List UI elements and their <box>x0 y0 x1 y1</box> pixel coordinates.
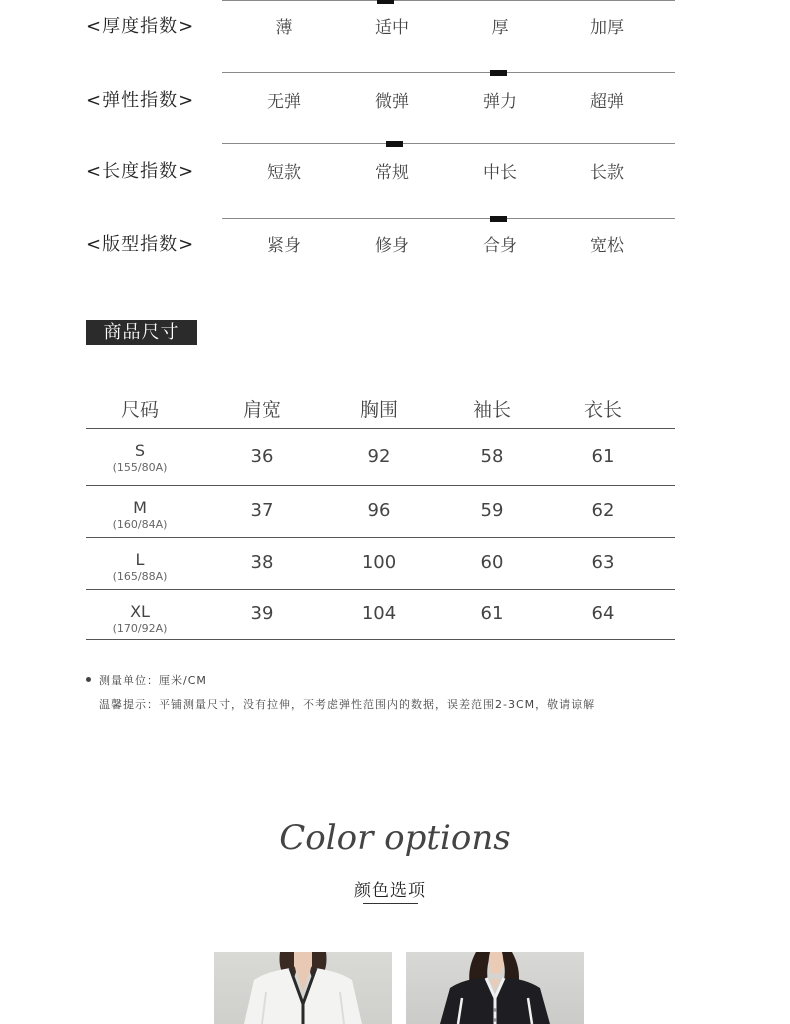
table-divider <box>86 485 675 486</box>
index-marker <box>490 216 507 222</box>
index-label: <版型指数> <box>86 234 195 255</box>
size-label: S <box>134 441 146 460</box>
table-cell: 100 <box>361 552 397 573</box>
color-option-black-photo[interactable] <box>406 952 584 1024</box>
size-spec: (155/80A) <box>112 461 168 474</box>
subtitle-underline <box>363 903 418 904</box>
index-option: 中长 <box>483 163 517 183</box>
index-option: 短款 <box>267 163 301 183</box>
table-divider <box>86 428 675 429</box>
size-label: XL <box>130 602 150 621</box>
index-option: 加厚 <box>590 18 624 38</box>
index-option: 适中 <box>375 18 409 38</box>
index-option: 无弹 <box>267 92 301 112</box>
index-option: 超弹 <box>590 92 624 112</box>
index-track-line <box>222 72 675 73</box>
table-cell: 62 <box>591 500 615 521</box>
index-option: 修身 <box>375 236 409 256</box>
table-cell: 104 <box>361 603 397 624</box>
bullet-dot <box>86 677 91 682</box>
index-track-line <box>222 143 675 144</box>
color-options-title: Color options <box>279 818 511 858</box>
table-divider <box>86 589 675 590</box>
index-track-line <box>222 0 675 1</box>
table-cell: 36 <box>250 445 274 467</box>
table-cell: 96 <box>367 500 391 521</box>
table-cell: 92 <box>367 445 391 467</box>
index-marker <box>490 70 507 76</box>
table-header-sleeve: 袖长 <box>472 399 511 421</box>
tip-note: 温馨提示：平铺测量尺寸，没有拉伸，不考虑弹性范围内的数据，误差范围2-3CM，敬请谅解 <box>99 698 596 711</box>
table-cell: 38 <box>250 552 274 573</box>
table-divider <box>86 537 675 538</box>
index-option: 弹力 <box>483 92 517 112</box>
size-label: L <box>135 550 145 569</box>
section-title-size: 商品尺寸 <box>86 320 197 345</box>
index-option: 合身 <box>483 236 517 256</box>
table-cell: 63 <box>591 552 615 573</box>
size-spec: (170/92A) <box>112 622 168 635</box>
index-option: 长款 <box>590 163 624 183</box>
index-option: 厚 <box>491 18 509 38</box>
index-label: <厚度指数> <box>86 16 195 37</box>
table-cell: 60 <box>480 552 504 573</box>
table-header-shoulder: 肩宽 <box>242 399 281 421</box>
table-cell: 59 <box>480 500 504 521</box>
index-option: 微弹 <box>375 92 409 112</box>
index-label: <长度指数> <box>86 161 195 182</box>
color-options-subtitle: 颜色选项 <box>354 881 426 901</box>
black-cardigan-illustration <box>406 952 584 1024</box>
table-header-length: 衣长 <box>583 399 622 421</box>
table-cell: 58 <box>480 445 504 467</box>
index-marker <box>377 0 394 4</box>
table-cell: 61 <box>480 603 504 624</box>
index-label: <弹性指数> <box>86 90 195 111</box>
index-option: 薄 <box>275 18 293 38</box>
index-option: 紧身 <box>267 236 301 256</box>
size-spec: (160/84A) <box>112 518 168 531</box>
table-header-size: 尺码 <box>120 399 159 421</box>
table-cell: 64 <box>591 603 615 624</box>
size-spec: (165/88A) <box>112 570 168 583</box>
table-cell: 61 <box>591 445 615 467</box>
white-cardigan-illustration <box>214 952 392 1024</box>
table-header-chest: 胸围 <box>359 399 398 421</box>
index-option: 常规 <box>375 163 409 183</box>
size-label: M <box>133 498 147 517</box>
color-option-white-photo[interactable] <box>214 952 392 1024</box>
table-cell: 39 <box>250 603 274 624</box>
index-marker <box>386 141 403 147</box>
index-track-line <box>222 218 675 219</box>
unit-note: 测量单位：厘米/CM <box>99 674 207 687</box>
table-cell: 37 <box>250 500 274 521</box>
table-divider <box>86 639 675 640</box>
index-option: 宽松 <box>590 236 624 256</box>
